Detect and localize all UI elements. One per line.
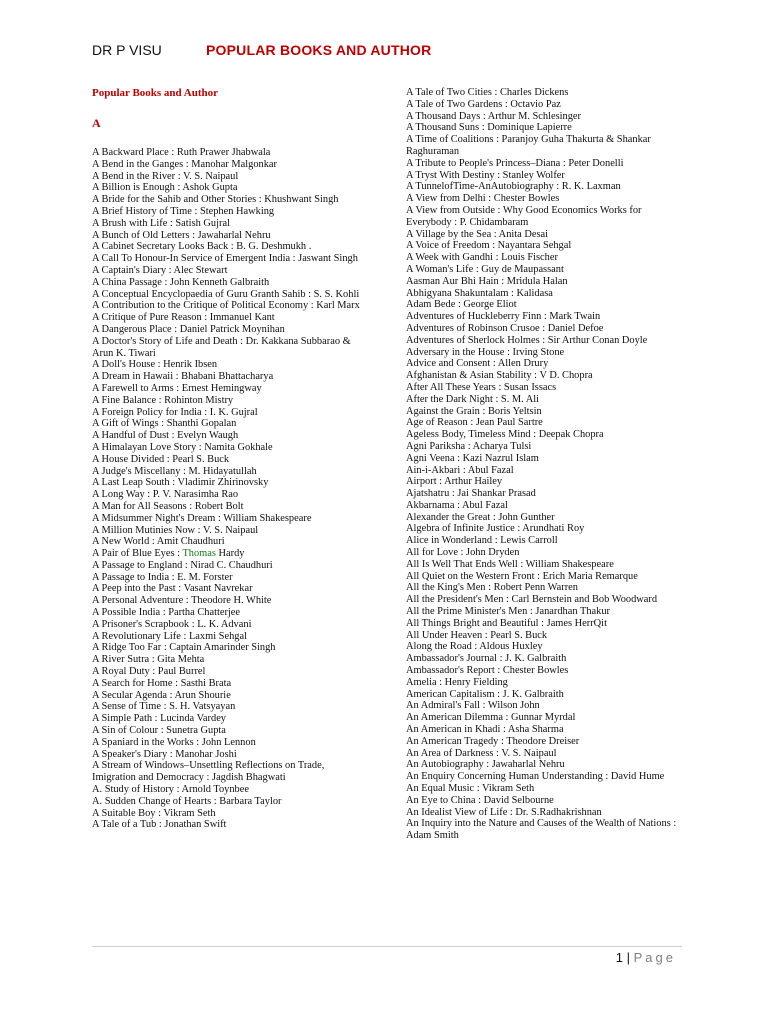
- book-entry: Advice and Consent : Allen Drury: [406, 358, 549, 370]
- book-entry: All Under Heaven : Pearl S. Buck: [406, 629, 548, 641]
- book-entry: Alexander the Great : John Gunther: [406, 511, 555, 523]
- book-entry: Airport : Arthur Hailey: [406, 476, 503, 488]
- book-entry: A Personal Adventure : Theodore H. White: [92, 595, 272, 607]
- book-entry: A Bride for the Sahib and Other Stories : Khushwant Singh: [92, 194, 339, 206]
- book-entry: An Equal Music : Vikram Seth: [406, 783, 535, 795]
- right-column: [406, 87, 678, 842]
- book-entry: A Stream of Windows–Unsettling Reflections on Trade, Imigration and Democracy : Jagdish Bhagwati: [92, 760, 325, 784]
- book-entry: A Himalayan Love Story : Namita Gokhale: [92, 441, 273, 453]
- page-number: 1: [615, 950, 623, 965]
- book-entry: All Quiet on the Western Front : Erich Maria Remarque: [406, 570, 638, 582]
- book-entry: Adam Bede : George Eliot: [406, 299, 517, 311]
- book-entry: A Speaker's Diary : Manohar Joshi: [92, 748, 237, 760]
- book-entry: A Possible India : Partha Chatterjee: [92, 607, 241, 619]
- book-entry: An Admiral's Fall : Wilson John: [406, 700, 540, 712]
- book-entry: Alice in Wonderland : Lewis Carroll: [406, 535, 558, 547]
- book-entry: A Dangerous Place : Daniel Patrick Moynihan: [92, 323, 285, 335]
- book-entry: A Call To Honour-In Service of Emergent India : Jaswant Singh: [92, 253, 358, 265]
- book-entry: Afghanistan & Asian Stability : V D. Chopra: [406, 370, 593, 382]
- book-entry: A Judge's Miscellany : M. Hidayatullah: [92, 465, 257, 477]
- book-entry: A Last Leap South : Vladimir Zhirinovsky: [92, 477, 269, 489]
- book-entry: A Million Mutinies Now : V. S. Naipaul: [92, 524, 259, 536]
- book-entry: A Thousand Suns : Dominique Lapierre: [406, 122, 572, 134]
- book-entry: A Conceptual Encyclopaedia of Guru Granth Sahib : S. S. Kohli: [92, 288, 360, 300]
- book-entry: A Suitable Boy : Vikram Seth: [92, 807, 216, 819]
- book-entry: A Doctor's Story of Life and Death : Dr. Kakkana Subbarao & Arun K. Tiwari: [92, 335, 351, 359]
- book-entry: A Secular Agenda : Arun Shourie: [92, 689, 231, 701]
- book-entry: Ain-i-Akbari : Abul Fazal: [406, 464, 514, 476]
- book-entry: An Area of Darkness : V. S. Naipaul: [406, 747, 557, 759]
- book-entry: A Simple Path : Lucinda Vardey: [92, 713, 227, 725]
- book-entry: A Week with Gandhi : Louis Fischer: [406, 252, 558, 264]
- book-entry: A Brush with Life : Satish Gujral: [92, 217, 230, 229]
- book-entry: A Tale of Two Gardens : Octavio Paz: [406, 98, 561, 110]
- book-entry: A New World : Amit Chaudhuri: [92, 536, 225, 548]
- footer-divider: [92, 946, 682, 947]
- book-entry: After All These Years : Susan Issacs: [406, 381, 557, 393]
- book-entry: Against the Grain : Boris Yeltsin: [406, 405, 542, 417]
- book-entry: Agni Veena : Kazi Nazrul Islam: [406, 452, 539, 464]
- book-entry: Ambassador's Report : Chester Bowles: [406, 665, 569, 677]
- book-entry: A Revolutionary Life : Laxmi Sehgal: [92, 630, 247, 642]
- book-entry: Ambassador's Journal : J. K. Galbraith: [406, 653, 567, 665]
- book-entry: Adventures of Robinson Crusoe : Daniel Defoe: [406, 322, 604, 334]
- book-entry: A Village by the Sea : Anita Desai: [406, 228, 549, 240]
- book-entry: An Autobiography : Jawaharlal Nehru: [406, 759, 565, 771]
- book-entry: All the Prime Minister's Men : Janardhan Thakur: [406, 606, 610, 618]
- book-entry: After the Dark Night : S. M. Ali: [406, 393, 540, 405]
- book-entry: A Bend in the Ganges : Manohar Malgonkar: [92, 158, 277, 170]
- book-entry: A River Sutra : Gita Mehta: [92, 654, 205, 666]
- book-entry: A Time of Coalitions : Paranjoy Guha Thakurta & Shankar Raghuraman: [406, 134, 651, 157]
- book-entry: A Sin of Colour : Sunetra Gupta: [92, 725, 226, 737]
- book-entry: An American Tragedy : Theodore Dreiser: [406, 735, 580, 747]
- book-entry: A Billion is Enough : Ashok Gupta: [92, 182, 238, 194]
- book-entry: Akbarnama : Abul Fazal: [406, 499, 508, 511]
- book-entry: An American Dilemma : Gunnar Myrdal: [406, 712, 576, 724]
- book-entry: A Critique of Pure Reason : Immanuel Kant: [92, 312, 275, 324]
- book-entry: A Contribution to the Critique of Political Economy : Karl Marx: [92, 300, 360, 312]
- book-entry: An Inquiry into the Nature and Causes of the Wealth of Nations : Adam Smith: [406, 818, 677, 842]
- book-entry: A Dream in Hawaii : Bhabani Bhattacharya: [92, 371, 274, 383]
- letter-heading: A: [92, 116, 101, 130]
- book-entry: A Doll's House : Henrik Ibsen: [92, 359, 218, 371]
- book-entry: A House Divided : Pearl S. Buck: [92, 453, 230, 465]
- section-heading: Popular Books and Author: [92, 87, 219, 99]
- book-entry: A Captain's Diary : Alec Stewart: [92, 264, 228, 276]
- book-entry: A Foreign Policy for India : I. K. Gujral: [92, 406, 258, 418]
- book-entry: Algebra of Infinite Justice : Arundhati Roy: [406, 523, 585, 535]
- book-entry: A Woman's Life : Guy de Maupassant: [406, 263, 564, 275]
- book-entry: Ageless Body, Timeless Mind : Deepak Chopra: [406, 429, 604, 441]
- book-entry: American Capitalism : J. K. Galbraith: [406, 688, 564, 700]
- book-entry: A Tale of Two Cities : Charles Dickens: [406, 87, 569, 98]
- book-entry: An American in Khadi : Asha Sharma: [406, 724, 564, 736]
- book-entry: Along the Road : Aldous Huxley: [406, 641, 543, 653]
- book-entry: A Tale of a Tub : Jonathan Swift: [92, 819, 227, 831]
- left-column: [92, 147, 362, 831]
- book-entry: A Brief History of Time : Stephen Hawking: [92, 205, 275, 217]
- document-title: POPULAR BOOKS AND AUTHOR: [206, 42, 432, 58]
- book-entry: A Passage to England : Nirad C. Chaudhuri: [92, 559, 273, 571]
- book-entry: A Ridge Too Far : Captain Amarinder Singh: [92, 642, 276, 654]
- page-separator: |: [626, 950, 630, 965]
- book-entry: An Eye to China : David Selbourne: [406, 794, 554, 806]
- book-entry: An Idealist View of Life : Dr. S.Radhakrishnan: [406, 806, 602, 818]
- book-entry: All Things Bright and Beautiful : James HerrQit: [406, 617, 607, 629]
- page-footer: [616, 950, 676, 965]
- book-entry: A TunnelofTime-AnAutobiography : R. K. Laxman: [406, 181, 621, 193]
- book-entry: A Bend in the River : V. S. Naipaul: [92, 170, 239, 182]
- book-entry: All Is Well That Ends Well : William Shakespeare: [406, 558, 614, 570]
- book-entry: A Pair of Blue Eyes : Thomas Hardy: [92, 548, 245, 560]
- book-entry: A Farewell to Arms : Ernest Hemingway: [92, 382, 262, 394]
- book-entry: A Search for Home : Sasthi Brata: [92, 677, 232, 689]
- page-header: [92, 42, 692, 64]
- page-label: Page: [633, 950, 676, 965]
- book-entry: A. Study of History : Arnold Toynbee: [92, 784, 249, 796]
- book-entry: A Gift of Wings : Shanthi Gopalan: [92, 418, 237, 430]
- book-entry: Agni Pariksha : Acharya Tulsi: [406, 440, 532, 452]
- book-entry: A View from Delhi : Chester Bowles: [406, 193, 560, 205]
- book-entry: Ajatshatru : Jai Shankar Prasad: [406, 488, 536, 500]
- book-entry: A Royal Duty : Paul Burrel: [92, 666, 206, 678]
- book-entry: All for Love : John Dryden: [406, 547, 520, 559]
- book-entry: A View from Outside : Why Good Economics Works for Everybody : P. Chidambaram: [406, 204, 642, 228]
- book-entry: A Tribute to People's Princess–Diana : Peter Donelli: [406, 157, 624, 169]
- book-entry: An Enquiry Concerning Human Understanding : David Hume: [406, 771, 665, 783]
- book-entry: All the King's Men : Robert Penn Warren: [406, 582, 578, 594]
- book-entry: A Midsummer Night's Dream : William Shakespeare: [92, 512, 312, 524]
- book-entry: A Voice of Freedom : Nayantara Sehgal: [406, 240, 572, 252]
- book-entry: Abhigyana Shakuntalam : Kalidasa: [406, 287, 553, 299]
- book-entry: A Prisoner's Scrapbook : L. K. Advani: [92, 618, 252, 630]
- book-entry: Adversary in the House : Irving Stone: [406, 346, 565, 358]
- book-entry: A Man for All Seasons : Robert Bolt: [92, 500, 244, 512]
- book-entry: A Fine Balance : Rohinton Mistry: [92, 394, 234, 406]
- book-entry: A Bunch of Old Letters : Jawaharlal Nehru: [92, 229, 271, 241]
- book-entry: A Thousand Days : Arthur M. Schlesinger: [406, 110, 581, 122]
- author-name: DR P VISU: [92, 42, 162, 58]
- book-entry: Adventures of Sherlock Holmes : Sir Arthur Conan Doyle: [406, 334, 648, 346]
- book-entry: A Handful of Dust : Evelyn Waugh: [92, 430, 239, 442]
- book-entry: Age of Reason : Jean Paul Sartre: [406, 417, 543, 429]
- book-entry: A. Sudden Change of Hearts : Barbara Taylor: [92, 795, 282, 807]
- book-entry: A Passage to India : E. M. Forster: [92, 571, 233, 583]
- book-entry: A Tryst With Destiny : Stanley Wolfer: [406, 169, 565, 181]
- book-entry: A Long Way : P. V. Narasimha Rao: [92, 489, 239, 501]
- book-entry: Adventures of Huckleberry Finn : Mark Twain: [406, 311, 601, 323]
- book-entry: A Backward Place : Ruth Prawer Jhabwala: [92, 147, 271, 158]
- book-entry: A Spaniard in the Works : John Lennon: [92, 736, 256, 748]
- book-entry: A Peep into the Past : Vasant Navrekar: [92, 583, 253, 595]
- book-entry: Aasman Aur Bhi Hain : Mridula Halan: [406, 275, 568, 287]
- book-entry: A Cabinet Secretary Looks Back : B. G. Deshmukh .: [92, 241, 312, 253]
- book-entry: A Sense of Time : S. H. Vatsyayan: [92, 701, 236, 713]
- book-entry: Amelia : Henry Fielding: [406, 676, 508, 688]
- book-entry: A China Passage : John Kenneth Galbraith: [92, 276, 270, 288]
- book-entry: All the President's Men : Carl Bernstein and Bob Woodward: [406, 594, 658, 606]
